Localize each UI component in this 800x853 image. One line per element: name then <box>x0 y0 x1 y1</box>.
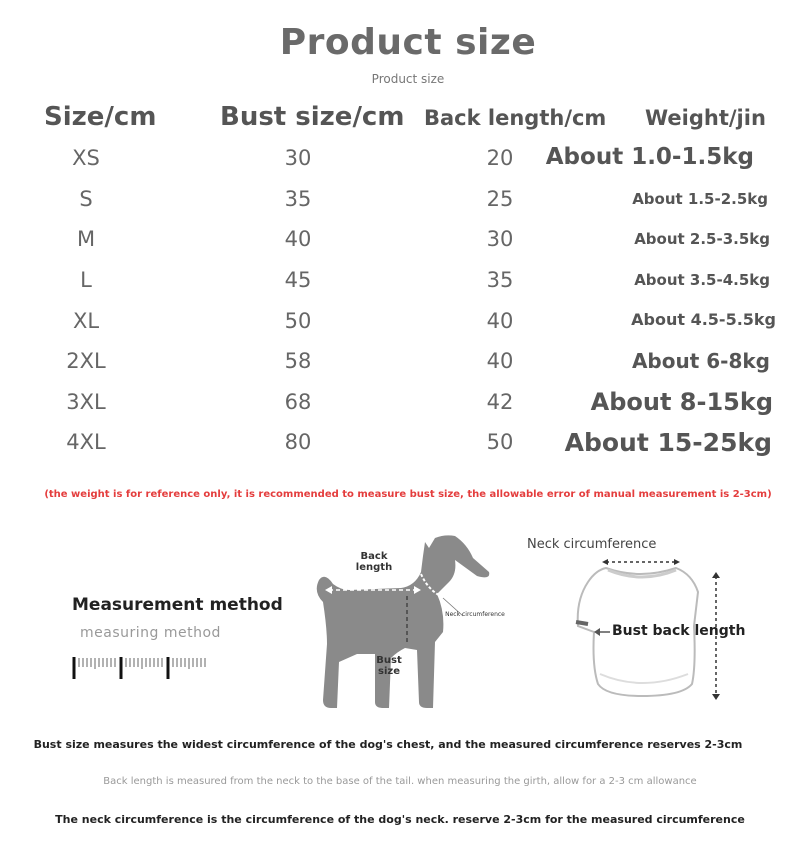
row-size: 4XL <box>66 430 106 454</box>
row-weight: About 2.5-3.5kg <box>634 230 770 248</box>
row-size: 3XL <box>66 390 106 414</box>
row-weight: About 1.5-2.5kg <box>632 190 768 208</box>
row-back: 40 <box>486 309 514 333</box>
row-back: 20 <box>486 146 514 170</box>
row-weight: About 4.5-5.5kg <box>631 310 776 329</box>
row-bust: 30 <box>284 146 312 170</box>
row-size: M <box>76 227 96 251</box>
row-bust: 58 <box>284 349 312 373</box>
row-size: 2XL <box>66 349 106 373</box>
row-weight: About 3.5-4.5kg <box>634 271 770 289</box>
dog-illustration <box>305 532 505 712</box>
shirt-neck-circumference-label: Neck circumference <box>527 537 657 552</box>
header-weight: Weight/jin <box>645 106 766 130</box>
row-back: 25 <box>486 187 514 211</box>
row-bust: 80 <box>284 430 312 454</box>
row-size: S <box>79 187 93 211</box>
ruler-icon <box>72 655 212 681</box>
row-weight: About 6-8kg <box>631 349 770 373</box>
dog-back-length-label: Back length <box>355 551 393 573</box>
dog-neck-label: Neck circumference <box>445 611 505 618</box>
row-back: 40 <box>486 349 514 373</box>
shirt-bust-back-length-label: Bust back length <box>612 623 746 639</box>
measurement-method-subtitle: measuring method <box>80 625 221 641</box>
row-bust: 68 <box>284 390 312 414</box>
row-size: L <box>80 268 92 292</box>
page-title: Product size <box>279 22 537 63</box>
row-weight: About 1.0-1.5kg <box>545 144 754 170</box>
row-bust: 35 <box>284 187 312 211</box>
row-bust: 45 <box>284 268 312 292</box>
row-back: 50 <box>486 430 514 454</box>
header-bust: Bust size/cm <box>220 102 405 132</box>
bust-description: Bust size measures the widest circumference of the dog's chest, and the measured circumference reserves 2-3cm <box>33 738 743 751</box>
row-back: 35 <box>486 268 514 292</box>
row-back: 42 <box>486 390 514 414</box>
back-description: Back length is measured from the neck to the base of the tail. when measuring the girth, allow for a 2-3 cm allowance <box>103 776 697 787</box>
row-size: XL <box>72 309 100 333</box>
row-weight: About 15-25kg <box>564 428 772 457</box>
measurement-method-title: Measurement method <box>72 595 283 615</box>
row-weight: About 8-15kg <box>590 388 773 416</box>
row-bust: 50 <box>284 309 312 333</box>
header-back-length: Back length/cm <box>424 106 607 130</box>
dog-bust-size-label: Bust size <box>376 655 402 677</box>
page-subtitle: Product size <box>371 72 445 86</box>
row-size: XS <box>72 146 100 170</box>
neck-description: The neck circumference is the circumference of the dog's neck. reserve 2-3cm for the measured circumference <box>55 813 745 826</box>
row-back: 30 <box>486 227 514 251</box>
row-bust: 40 <box>284 227 312 251</box>
header-size: Size/cm <box>44 102 157 132</box>
weight-note: (the weight is for reference only, it is recommended to measure bust size, the allowable error of manual measurement is 2-3cm) <box>44 489 772 500</box>
